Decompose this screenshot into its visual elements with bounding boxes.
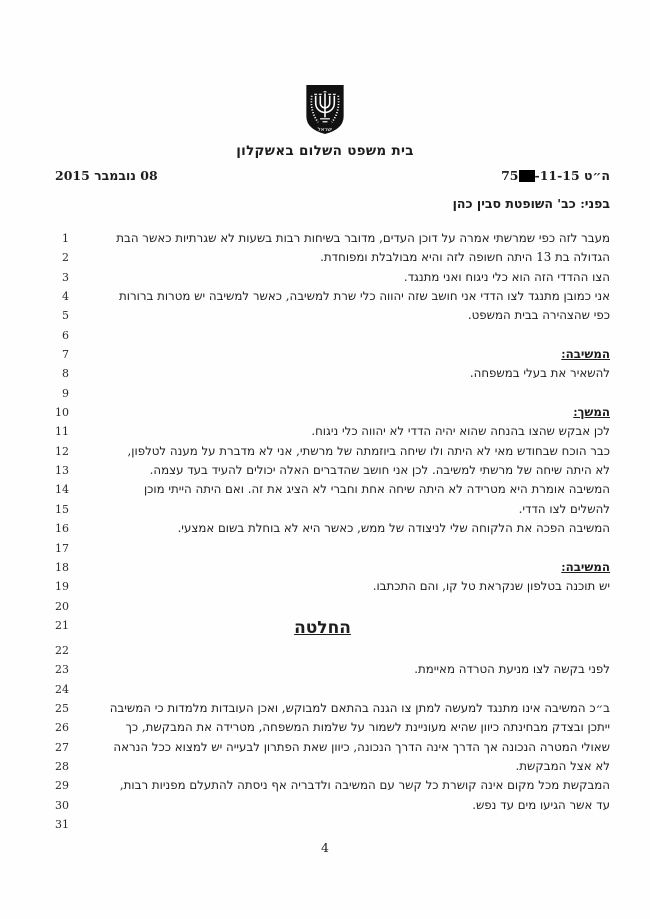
line-number: 12 — [55, 444, 69, 458]
line-number: 6 — [62, 328, 69, 342]
line-number: 9 — [62, 386, 69, 400]
line-number: 25 — [55, 701, 69, 715]
line-text: המשיבה אומרת היא מטרידה לא היתה שיחה אחת וחברי לא הציג את זה. ואם היתה הייתי מוכן — [143, 482, 610, 497]
line-text: ב״כ המשיבה אינו מתנגד למעשה למתן צו הגנה בהתאם למבוקש, ואכן העובדות מלמדות כי המשיבה — [109, 700, 610, 715]
line-text: המשיבה: — [561, 559, 610, 574]
court-name: בית משפט השלום באשקלון — [236, 143, 414, 159]
line-number: 19 — [55, 580, 69, 594]
header-meta-row — [55, 168, 610, 183]
document-line — [55, 345, 610, 364]
hearing-date: 08 נובמבר 2015 — [55, 168, 158, 183]
document-line — [55, 660, 610, 679]
document-line — [55, 442, 610, 461]
line-text: המשיבה הפכה את הלקוחה שלי לניצודה של ממש, כאשר היא לא בוחלת בשום אמצעי. — [177, 521, 610, 536]
line-number: 28 — [55, 759, 69, 773]
page-number: 4 — [321, 840, 329, 856]
document-line — [55, 326, 610, 345]
document-line — [55, 699, 610, 718]
line-number: 20 — [55, 599, 69, 613]
case-number-suffix: -11-15 — [534, 168, 580, 183]
line-text: להשלים לצו הדדי. — [518, 501, 610, 516]
document-line — [55, 776, 610, 795]
case-number-prefix: 75 — [501, 168, 519, 183]
line-text: אני כמובן מתנגד לצו הדדי אני חושב שזה יהווה כלי שרת למשיבה, כאשר למשיבה יש מטרות ברורות — [119, 289, 610, 304]
line-text: החלטה — [294, 617, 351, 638]
line-number: 26 — [55, 721, 69, 735]
line-text: ייתכן ובצדק מבחינתה כיוון שהיא מעוניינת לשמור על שלמות המשפחה, מטרידה את המבקשת, כך — [125, 720, 610, 735]
line-text: לא אצל המבקשת. — [515, 758, 610, 773]
line-number: 21 — [55, 618, 69, 632]
line-number: 15 — [55, 502, 69, 516]
redaction-box — [519, 170, 535, 182]
line-number: 10 — [55, 406, 69, 420]
document-line — [55, 680, 610, 699]
document-line — [55, 248, 610, 267]
line-text: לא היתה שיחה של מרשתי למשיבה. לכן אני חושב שהדברים האלה יכולים להעיד בעד עצמה. — [149, 463, 610, 478]
document-line — [55, 403, 610, 422]
line-text: המשיבה: — [561, 347, 610, 362]
line-number: 29 — [55, 779, 69, 793]
document-line — [55, 268, 610, 287]
document-line — [55, 229, 610, 248]
document-line — [55, 364, 610, 383]
line-text: הגדולה בת 13 היתה חשופה לזה והיא מבולבלת ומפוחדת. — [320, 250, 610, 265]
line-text: כפי שהצהירה בבית המשפט. — [467, 308, 610, 323]
document-line — [55, 519, 610, 538]
before-judge-line: בפני: כב' השופטת סבין כהן — [452, 196, 610, 211]
document-line — [55, 384, 610, 403]
line-text: הצו ההדדי הזה הוא כלי ניגוח ואני מתנגד. — [403, 269, 610, 284]
document-header — [0, 0, 650, 159]
line-number: 18 — [55, 560, 69, 574]
line-number: 23 — [55, 663, 69, 677]
page-footer — [0, 840, 650, 855]
line-text: עד אשר הגיעו מים עד נפש. — [472, 797, 610, 812]
line-text: להשאיר את בעלי במשפחה. — [469, 366, 610, 381]
document-line — [55, 558, 610, 577]
line-number: 31 — [55, 817, 69, 831]
israel-state-emblem-icon — [302, 83, 348, 136]
line-text: יש תוכנה בטלפון שנקראת טל קו, והם התכתבו. — [372, 579, 610, 594]
document-line — [55, 480, 610, 499]
line-text: מעבר לזה כפי שמרשתי אמרה על דוכן העדים, מדובר בשיחות רבות בשעות לא שגרתיות כאשר הבת — [116, 231, 610, 245]
line-text: המבקשת מכל מקום אינה קושרת כל קשר עם המשיבה ולדבריה אף ניסתה להתעלם מפניות רבות, — [119, 778, 610, 793]
line-number: 22 — [55, 643, 69, 657]
case-type-label: ה״ט — [584, 168, 610, 183]
line-number: 27 — [55, 740, 69, 754]
line-number: 16 — [55, 522, 69, 536]
document-line — [55, 796, 610, 815]
case-number — [501, 168, 610, 183]
document-line — [55, 306, 610, 325]
line-text: המשך: — [573, 405, 610, 420]
document-line — [55, 616, 610, 641]
line-text: לכן אבקש שהצו בהנחה שהוא יהיה הדדי לא יהווה כלי ניגוח. — [311, 424, 610, 439]
line-number: 17 — [55, 541, 69, 555]
document-line — [55, 757, 610, 776]
document-body — [55, 229, 610, 834]
document-line — [55, 577, 610, 596]
line-number: 24 — [55, 682, 69, 696]
document-line — [55, 461, 610, 480]
document-line — [55, 738, 610, 757]
line-number: 4 — [62, 290, 69, 304]
line-number: 13 — [55, 464, 69, 478]
document-line — [55, 815, 610, 834]
document-line — [55, 718, 610, 737]
document-line — [55, 539, 610, 558]
document-line — [55, 287, 610, 306]
line-text: שאולי המטרה הנכונה אך הדרך אינה הדרך הנכונה, כיוון שאת הפתרון לבעייה יש למצוא ככל הנראה — [113, 739, 610, 754]
document-line — [55, 422, 610, 441]
case-number-value — [501, 168, 580, 183]
line-text: לפני בקשה לצו מניעת הטרדה מאיימת. — [414, 662, 610, 677]
line-number: 14 — [55, 483, 69, 497]
document-line — [55, 597, 610, 616]
line-number: 5 — [62, 309, 69, 323]
line-number: 3 — [62, 270, 69, 284]
document-line — [55, 500, 610, 519]
line-number: 1 — [62, 232, 69, 245]
document-line — [55, 641, 610, 660]
line-number: 11 — [55, 425, 69, 439]
line-text: כבר הוכח שבחודש מאי לא היתה ולו שיחה ביוזמתה של מרשתי, אני לא מדברת על מענה לטלפון, — [127, 443, 610, 458]
line-number: 2 — [62, 251, 69, 265]
line-number: 7 — [62, 348, 69, 362]
line-number: 8 — [62, 367, 69, 381]
line-number: 30 — [55, 798, 69, 812]
svg-text:ישראל: ישראל — [317, 127, 333, 134]
